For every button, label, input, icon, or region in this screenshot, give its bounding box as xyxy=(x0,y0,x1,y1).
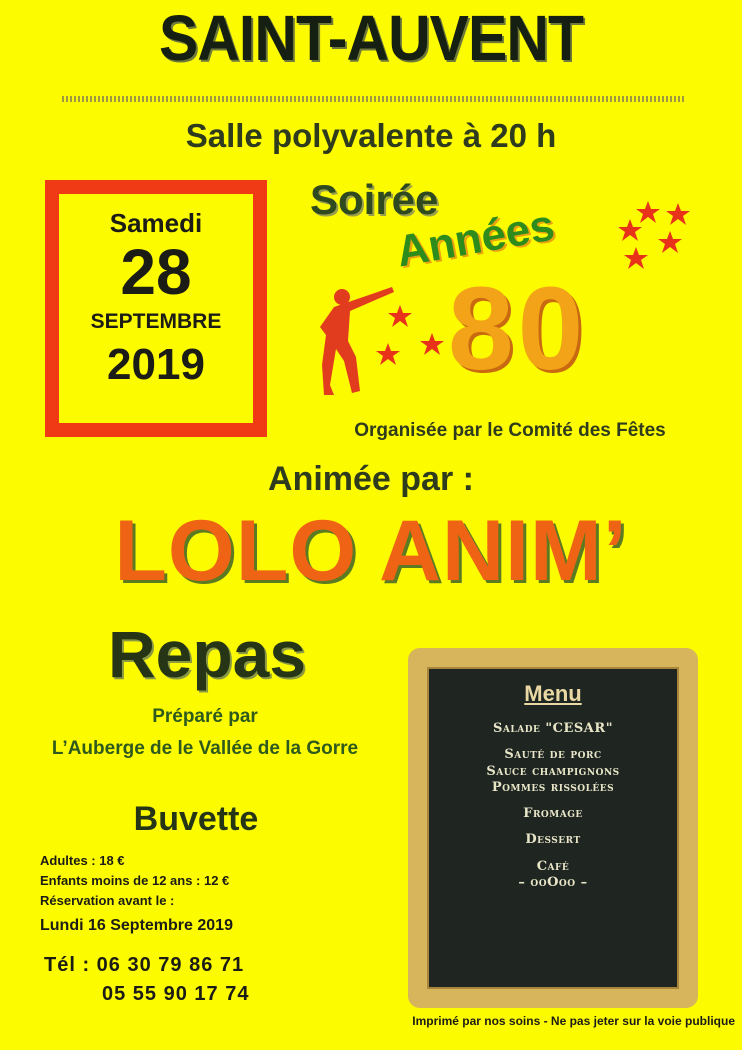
menu-item: Sauté de porc xyxy=(504,747,602,763)
menu-item: Café xyxy=(536,858,570,874)
eighty-label: 80 xyxy=(448,263,588,395)
menu-chalkboard xyxy=(408,648,698,1008)
footer-note: Imprimé par nos soins - Ne pas jeter sur la voie publique xyxy=(412,1014,735,1028)
buvette-title: Buvette xyxy=(133,800,259,838)
price-adults: Adultes : 18 € xyxy=(40,853,125,868)
meal-title: Repas xyxy=(108,617,307,691)
phone-number-1: Tél : 06 30 79 86 71 xyxy=(44,954,245,976)
phone-number-2: 05 55 90 17 74 xyxy=(102,983,250,1005)
menu-item: Salade "CESAR" xyxy=(493,721,613,736)
dancer-silhouette-icon xyxy=(320,287,394,395)
reservation-deadline: Lundi 16 Septembre 2019 xyxy=(40,917,233,934)
date-year: 2019 xyxy=(107,340,205,390)
performer-name: LOLO ANIM’ xyxy=(114,503,628,599)
date-month: SEPTEMBRE xyxy=(90,310,222,334)
menu-item: Sauce champignons xyxy=(486,763,620,779)
animation-label: Animée par : xyxy=(268,460,474,498)
meal-caterer: L’Auberge de le Vallée de la Gorre xyxy=(51,738,359,759)
menu-item: Fromage xyxy=(523,806,583,821)
date-box xyxy=(45,180,267,437)
menu-title: Menu xyxy=(524,681,582,706)
date-number: 28 xyxy=(120,236,192,308)
price-children: Enfants moins de 12 ans : 12 € xyxy=(40,873,230,889)
date-day: Samedi xyxy=(109,208,203,238)
soiree-label: Soirée xyxy=(310,176,439,223)
menu-item: Pommes rissolées xyxy=(491,779,615,795)
menu-item: – ooOoo – xyxy=(518,874,588,890)
venue-line: Salle polyvalente à 20 h xyxy=(185,117,557,154)
reservation-label: Réservation avant le : xyxy=(40,893,175,909)
price-list xyxy=(40,851,229,911)
title-underline xyxy=(62,96,686,102)
poster-title: SAINT-AUVENT xyxy=(158,2,584,74)
organiser-line: Organisée par le Comité des Fêtes xyxy=(354,420,666,441)
menu-item: Dessert xyxy=(525,832,581,848)
annees-label: Années xyxy=(392,200,558,277)
meal-prepared-label: Préparé par xyxy=(152,706,258,727)
